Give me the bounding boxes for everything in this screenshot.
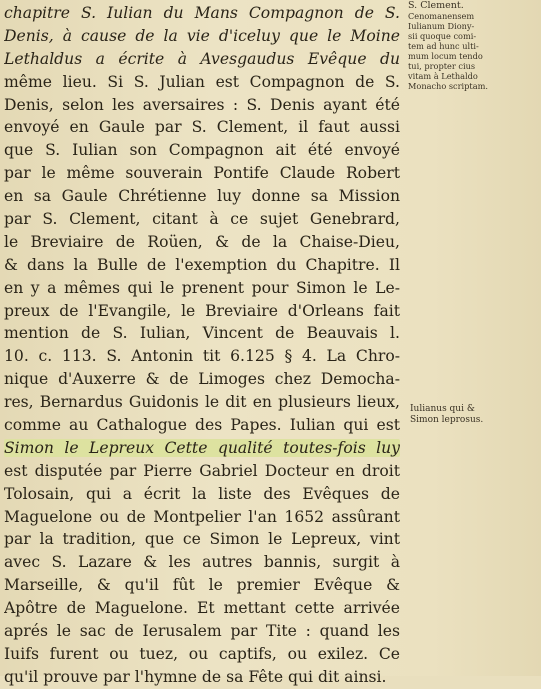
main-text-column [4,2,400,689]
text-line: même lieu. Si S. Julian est Compagnon de S. [4,72,400,91]
text-line: aprés le sac de Ierusalem par Tite : quand les [4,622,400,641]
text-line: Lethaldus a écrite à Avesgaudus Evêque du [4,49,400,68]
text-line: par le même souverain Pontife Claude Robert [4,164,400,183]
margin-note-line: Cenomanensem [408,11,475,21]
text-line: en y a mêmes qui le prenent pour Simon le Le- [4,278,400,297]
text-line: par S. Clement, citant à ce sujet Genebrard, [4,210,400,229]
text-line: avec S. Lazare & les autres bannis, surgit à [4,553,400,572]
margin-note-line: Monacho scriptam. [408,81,488,91]
text-line: le Breviaire de Roüen, & de la Chaise-Dieu, [4,232,400,251]
margin-note-line: Simon leprosus. [410,415,484,425]
margin-note-line: tem ad hunc ulti- [408,41,479,51]
text-line: & dans la Bulle de l'exemption du Chapitre. Il [4,255,400,274]
text-line: Tolosain, qui a écrit la liste des Evêques de [4,484,400,503]
text-line: res, Bernardus Guidonis le dit en plusieurs lieux, [4,393,400,412]
margin-note-line: tui, propter cius [408,61,476,71]
text-line: Marseille, & qu'il fût le premier Evêque & [4,576,400,595]
text-line: en sa Gaule Chrétienne luy donne sa Mission [4,187,400,206]
text-line: comme au Cathalogue des Papes. Iulian qui est [4,416,400,435]
text-line: mention de S. Iulian, Vincent de Beauvais l. [4,324,400,343]
text-line: nique d'Auxerre & de Limoges chez Democha- [4,370,400,389]
text-line: Denis, selon les aversaires : S. Denis ayant été [4,95,400,114]
text-line-highlighted [4,437,400,460]
text-line: Apôtre de Maguelone. Et mettant cette arrivée [4,599,400,618]
text-line: chapitre S. Iulian du Mans Compagnon de S. [4,4,400,22]
text-line: preux de l'Evangile, le Breviaire d'Orleans fait [4,301,400,320]
margin-note-line: Iulianum Diony- [408,21,475,31]
margin-note-header: S. Clement. [408,0,464,11]
text-line: envoyé en Gaule par S. Clement, il faut aussi [4,118,400,137]
margin-note-lethaldus [408,0,533,91]
text-line: Denis, à cause de la vie d'iceluy que le Moine [4,26,400,45]
margin-note-line: Iulianus qui & [410,404,475,414]
margin-note-line: vitam à Lethaldo [408,71,478,81]
highlight: Simon le Lepreux Cette qualité toutes-fois luy [4,438,400,457]
text-line: Iuifs furent ou tuez, ou captifs, ou exilez. Ce [4,644,400,663]
text-line: qu'il prouve par l'hymne de sa Fête qui dit ainsi. [4,667,387,686]
text-line: 10. c. 113. S. Antonin tit 6.125 § 4. La Chro- [4,347,400,366]
text-line: est disputée par Pierre Gabriel Docteur en droit [4,461,400,480]
text-line: que S. Iulian son Compagnon ait été envoyé [4,141,400,160]
margin-note-line: mum locum tendo [408,51,483,61]
margin-note-simon [410,404,535,426]
text-line: Maguelone ou de Montpelier l'an 1652 assûrant [4,507,400,526]
margin-note-line: sii quoque comi- [408,31,477,41]
text-line: par la tradition, que ce Simon le Lepreux, vint [4,530,400,549]
